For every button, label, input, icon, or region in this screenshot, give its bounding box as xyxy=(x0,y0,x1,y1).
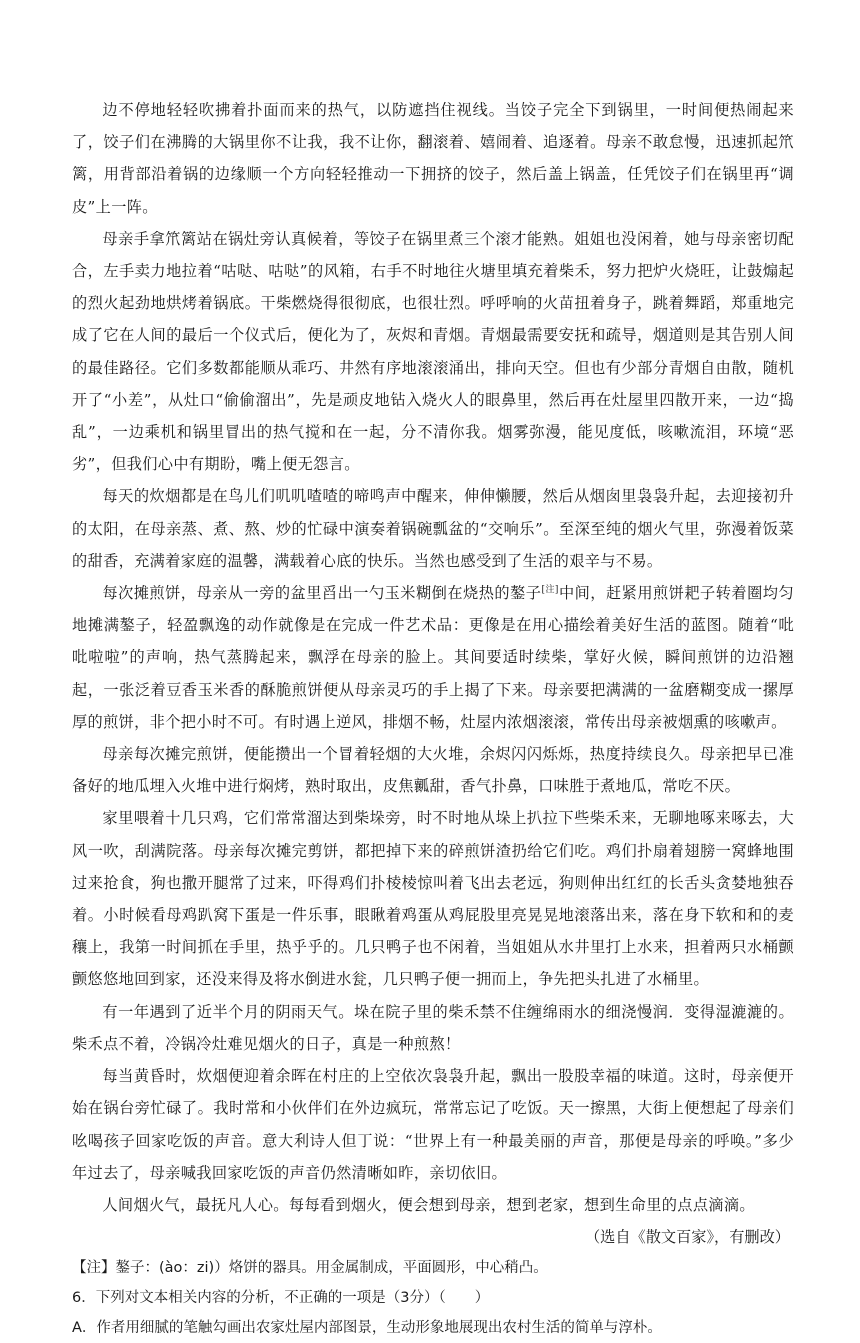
question-6: 6．下列对文本相关内容的分析，不正确的一项是（3分）（ ） xyxy=(72,1290,490,1307)
paragraph-3: 每天的炊烟都是在鸟儿们叽叽喳喳的啼鸣声中醒来，伸伸懒腰，然后从烟囱里袅袅升起，去迎接初升的太阳，在母亲蒸、煮、熬、炒的忙碌中演奏着锅碗瓢盆的“交响乐”。至深至纯的烟火气里，弥漫着饭菜的甜香，充满着家庭的温馨，满载着心底的快乐。当然也感受到了生活的艰辛与不易。 xyxy=(72,487,794,570)
option-a: A．作者用细腻的笔触勾画出农家灶屋内部图景，生动形象地展现出农村生活的简单与淳朴。 xyxy=(72,1320,662,1337)
source-citation: （选自《散文百家》，有删改） xyxy=(584,1228,790,1247)
paragraph-5: 母亲每次摊完煎饼，便能攒出一个冒着轻烟的大火堆，余烬闪闪烁烁，热度持续良久。母亲把早已准备好的地瓜埋入火堆中进行焖烤，熟时取出，皮焦瓤甜，香气扑鼻，口味胜于煮地瓜，常吃不厌。 xyxy=(72,745,794,796)
paragraph-8: 每当黄昏时，炊烟便迎着余晖在村庄的上空依次袅袅升起，飘出一股股幸福的味道。这时，母亲便开始在锅台旁忙碌了。我时常和小伙伴们在外边疯玩，常常忘记了吃饭。天一擦黑，大街上便想起了母亲们吆喝孩子回家吃饭的声音。意大利诗人但丁说：“世界上有一种最美丽的声音，那便是母亲的呼唤。”多少年过去了，母亲喊我回家吃饭的声音仍然清晰如昨，亲切依旧。 xyxy=(72,1067,794,1182)
paragraph-7: 有一年遇到了近半个月的阴雨天气。垛在院子里的柴禾禁不住缠绵雨水的细浇慢润．变得湿漉漉的。柴禾点不着，冷锅冷灶难见烟火的日子，真是一种煎熬！ xyxy=(72,1002,794,1053)
note-label: 【注】 xyxy=(72,1260,116,1277)
paragraph-4 xyxy=(72,577,794,738)
paragraph-6: 家里喂着十几只鸡，它们常常溜达到柴垛旁，时不时地从垛上扒拉下些柴禾来，无聊地啄来啄去，大风一吹，刮满院落。母亲每次摊完剪饼，都把掉下来的碎煎饼渣扔给它们吃。鸡们扑扇着翅膀一窝蜂地围过来抢食，狗也撒开腿常了过来，吓得鸡们扑棱棱惊叫着飞出去老远，狗则伸出红红的长舌头贪婪地独吞着。小时候看母鸡趴窝下蛋是一件乐事，眼瞅着鸡蛋从鸡屁股里亮晃晃地滚落出来，落在身下软和和的麦穰上，我第一时间抓在手里，热乎乎的。几只鸭子也不闲着，当姐姐从水井里打上水来，担着两只水桶颤颤悠悠地回到家，还没来得及将水倒进水瓮，几只鸭子便一拥而上，争先把头扎进了水桶里。 xyxy=(72,809,794,989)
note-text: 鏊子：(ào：zi)）烙饼的器具。用金属制成，平面圆形，中心稍凸。 xyxy=(115,1260,548,1277)
annotation-note xyxy=(72,1253,794,1283)
paragraph-1: 边不停地轻轻吹拂着扑面而来的热气，以防遮挡住视线。当饺子完全下到锅里，一时间便热闹起来了，饺子们在沸腾的大锅里你不让我，我不让你，翻滚着、嬉闹着、追逐着。母亲不敢怠慢，迅速抓起笊篱，用背部沿着锅的边缘顺一个方向轻轻推动一下拥挤的饺子，然后盖上锅盖，任凭饺子们在锅里再“调皮”上一阵。 xyxy=(72,101,794,216)
footnote-marker: [注] xyxy=(541,584,559,595)
paragraph-4-rest: 中间，赶紧用煎饼耙子转着圈均匀地摊满鏊子，轻盈飘逸的动作就像是在完成一件艺术品：更像是在用心描绘着美好生活的蓝图。随着“吡吡啦啦”的声响，热气蒸腾起来，飘浮在母亲的脸上。其间要适时续柴，掌好火候，瞬间煎饼的边沿翘起，一张泛着豆香玉米香的酥脆煎饼便从母亲灵巧的手上揭了下来。母亲要把满满的一盆磨糊变成一摞厚厚的煎饼，非个把小时不可。有时遇上逆风，排烟不畅，灶屋内浓烟滚滚，常传出母亲被烟熏的咳嗽声。 xyxy=(72,584,794,731)
paragraph-4-start: 每次摊煎饼，母亲从一旁的盆里舀出一勺玉米糊倒在烧热的鏊子 xyxy=(102,584,542,603)
document-page xyxy=(72,94,794,1343)
paragraph-2: 母亲手拿笊篱站在锅灶旁认真候着，等饺子在锅里煮三个滚才能熟。姐姐也没闲着，她与母亲密切配合，左手卖力地拉着“咕哒、咕哒”的风箱，右手不时地往火塘里填充着柴禾，努力把炉火烧旺，让鼓煽起的烈火起劲地烘烤着锅底。干柴燃烧得很彻底，也很壮烈。呼呼响的火苗扭着身子，跳着舞蹈，郑重地完成了它在人间的最后一个仪式后，便化为了，灰烬和青烟。青烟最需要安抚和疏导，烟道则是其告别人间的最佳路径。它们多数都能顺从乖巧、井然有序地滚滚涌出，排向天空。但也有少部分青烟自由散，随机开了“小差”，从灶口“偷偷溜出”，先是顽皮地钻入烧火人的眼鼻里，然后再在灶屋里四散开来，一边“捣乱”，一边乘机和锅里冒出的热气搅和在一起，分不清你我。烟雾弥漫，能见度低，咳嗽流泪，环境“恶劣”，但我们心中有期盼，嘴上便无怨言。 xyxy=(72,229,794,474)
paragraph-9: 人间烟火气，最抚凡人心。每每看到烟火，便会想到母亲，想到老家，想到生命里的点点滴滴。 xyxy=(102,1195,755,1214)
